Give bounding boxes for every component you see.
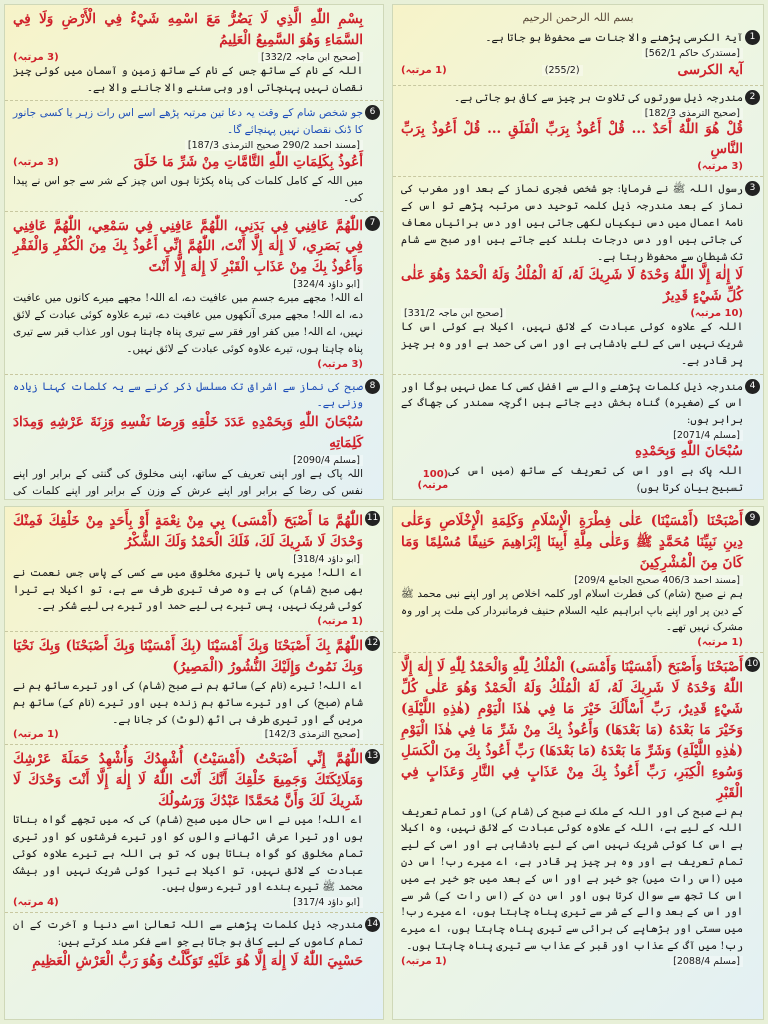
page-bottom-left (4, 506, 384, 1020)
reference: [صحیح ابن ماجہ 331/2] (401, 308, 506, 319)
dua-entry-5-continued (5, 5, 383, 101)
arabic-text: بِسْمِ اللّٰهِ الَّذِي لَا يَضُرُّ مَعَ اسْمِهِ شَيْءٌ فِي الْأَرْضِ وَلَا فِي السَّمَاءِ وَهُوَ السَّمِيعُ الْعَلِيمُ (13, 11, 363, 48)
entry-number: 1 (745, 30, 760, 45)
entry-number: 13 (365, 749, 380, 764)
dua-entry-12 (5, 632, 383, 745)
dua-entry-3 (393, 177, 763, 374)
urdu-text: مندرجہ ذیل کلمات پڑھنے والے سے افضل کسی کا عمل نہیں ہوگا اور اس کے (صغیرہ) گناہ بخش دیے جاتے ہیں اگرچہ سمندر کی جھاگ کے برابر ہوں: (401, 380, 743, 427)
repetition-count: (3 مرتبہ) (697, 161, 743, 173)
urdu-translation: اے اللہ! تیرے (نام کے) ساتھ ہم نے صبح (شام) کی اور تیرے ساتھ ہم نے شام (صبح) کی اور تیرے ساتھ ہم زندہ ہیں اور تیرے (نام کے) ساتھ ہم مریں گے اور تیری طرف ہی اٹھ (لوٹ) کر جانا ہے۔ (13, 680, 363, 726)
urdu-text: رسول اللہ ﷺ نے فرمایا: جو شخص فجری نماز کے بعد اور مغرب کی نماز کے بعد مندرجہ ذیل کلمہ توحید دس مرتبہ پڑھے تو اس کے نامۂ اعمال میں دس نیکیاں لکھی جاتی ہیں اور دس برائیاں معاف کی جاتی ہیں اور دس درجات بلند کیے جاتے ہیں اور صبح سے شام تک شیطان سے محفوظ رہتا ہے۔ (401, 183, 743, 263)
entry-number: 2 (745, 90, 760, 105)
reference: [مسلم 2088/4] (670, 956, 743, 967)
urdu-translation: اللہ کے علاوہ کوئی عبادت کے لائق نہیں، اکیلا ہے کوئی اس کا شریک نہیں اسی کے لئے بادشاہی ہے اور اسی کی حمد ہے اور وہ ہر چیز پر قادر ہے۔ (401, 321, 743, 367)
entry-number: 12 (365, 636, 380, 651)
reference: [صحیح الترمذی 142/3] (262, 729, 363, 740)
urdu-translation: اللہ پاک ہے اور اپنی تعریف کے ساتھ، اپنی مخلوق کی گنتی کے برابر اور اپنے نفس کی رضا کے برابر اور اپنے عرش کے وزن کے برابر اور اپنے کلمات کی (13, 467, 363, 497)
entry-number: 9 (745, 511, 760, 526)
entry-number: 11 (365, 511, 380, 526)
repetition-count: (3 مرتبہ) (317, 358, 363, 370)
dua-entry-13 (5, 745, 383, 913)
arabic-text: أَعُوذُ بِكَلِمَاتِ اللّٰهِ التَّامَّاتِ مِنْ شَرِّ مَا خَلَقَ (133, 154, 363, 171)
reference: [ابو داؤد 317/4] (290, 897, 363, 908)
reference: [ابو داؤد 318/4] (290, 554, 363, 565)
dua-entry-1 (393, 26, 763, 86)
entry-number: 6 (365, 105, 380, 120)
reference: [مسند احمد 406/3 صحیح الجامع 209/4] (571, 575, 743, 586)
urdu-text: جو شخص شام کے وقت یہ دعا تین مرتبہ پڑھے اسے اس رات زہر یا کسی جانور کا ڈنک نقصان نہیں پہنچائے گا۔ (13, 107, 363, 137)
urdu-translation: اللہ پاک ہے اور اس کی تعریف کے ساتھ (میں اس کی تسبیح بیان کرتا ہوں) (448, 464, 743, 494)
urdu-translation: اے اللہ! مجھے میرے جسم میں عافیت دے، اے اللہ! مجھے میرے کانوں میں عافیت دے، اے اللہ! مجھے میری آنکھوں میں عافیت دے، تیرے علاوہ کوئی عبادت کے لائق نہیں، اے اللہ! میں کفر اور فقر سے تیری پناہ چاہتا ہوں اور عذاب قبر سے تیری پناہ چاہتا ہوں، تیرے علاوہ کوئی عبادت کے لائق نہیں۔ (13, 292, 363, 355)
arabic-text: قُلْ هُوَ اللّٰهُ أَحَدٌ ... قُلْ أَعُوذُ بِرَبِّ الْفَلَقِ ... قُلْ أَعُوذُ بِرَبِّ النَّاسِ (401, 120, 743, 158)
repetition-count: (1 مرتبہ) (13, 729, 59, 741)
repetition-count: (1 مرتبہ) (401, 64, 447, 76)
reference: [ابو داؤد 324/4] (290, 279, 363, 290)
dua-entry-9 (393, 507, 763, 653)
repetition-count: (4 مرتبہ) (13, 897, 59, 909)
arabic-text: سُبْحَانَ اللّٰهِ وَبِحَمْدِهِ (634, 442, 743, 459)
urdu-translation: میں اللہ کے کامل کلمات کی پناہ پکڑتا ہوں اس چیز کے شر سے جو اس نے پیدا کی۔ (13, 174, 363, 204)
arabic-text: اللّٰهُمَّ عَافِنِي فِي بَدَنِي، اللّٰهُمَّ عَافِنِي فِي سَمْعِي، اللّٰهُمَّ عَافِنِي فِي بَصَرِي، لَا إِلٰهَ إِلَّا أَنْتَ، اللّٰهُمَّ إِنِّي أَعُوذُ بِكَ مِنَ الْكُفْرِ وَالْفَقْرِ وَأَعُوذُ بِكَ مِنْ عَذَابِ الْقَبْرِ لَا إِلٰهَ إِلَّا أَنْتَ (13, 217, 363, 276)
page-top-right (392, 4, 764, 500)
reference: [مستدرک حاکم 562/1] (642, 48, 743, 59)
urdu-text: صبح کی نماز سے اشراق تک مسلسل ذکر کرنے سے یہ کلمات کہنا زیادہ وزنی ہے۔ (13, 380, 363, 410)
repetition-count: (1 مرتبہ) (697, 637, 743, 649)
bismillah-header: بسم اللہ الرحمن الرحیم (522, 11, 634, 24)
arabic-text: أَصْبَحْنَا (أَمْسَيْنَا) عَلٰى فِطْرَةِ الْإِسْلَامِ وَكَلِمَةِ الْإِخْلَاصِ وَعَلٰى دِينِ نَبِيِّنَا مُحَمَّدٍ ﷺ وَعَلٰى مِلَّةِ أَبِينَا إِبْرَاهِيمَ حَنِيفًا مُسْلِمًا وَمَا كَانَ مِنَ الْمُشْرِكِينَ (401, 513, 743, 571)
reference: [صحیح ابن ماجہ 332/2] (258, 52, 363, 63)
repetition-count: (3 مرتبہ) (13, 156, 59, 168)
dua-entry-7 (5, 212, 383, 375)
reference: (255/2) (542, 65, 583, 76)
dua-entry-4 (393, 375, 763, 500)
urdu-translation: ہم نے صبح (شام) کی فطرت اسلام اور کلمہ اخلاص پر اور اپنے نبی محمد ﷺ کے دین پر اور اپنے باپ ابراہیم علیہ السلام حنیف فرمانبردار کی ملت پر اور وہ مشرک نہیں تھے۔ (401, 587, 743, 634)
entry-number: 4 (745, 379, 760, 394)
urdu-text: مندرجہ ذیل سورتوں کی تلاوت ہر چیز سے کافی ہو جاتی ہے۔ (454, 91, 743, 104)
dua-entry-11 (5, 507, 383, 632)
arabic-text: سُبْحَانَ اللّٰهِ وَبِحَمْدِهِ عَدَدَ خَلْقِهِ وَرِضَا نَفْسِهِ وَزِنَةَ عَرْشِهِ وَمِدَادَ كَلِمَاتِهِ (13, 414, 363, 452)
reference: [مسند احمد 290/2 صحیح الترمذی 187/3] (185, 140, 363, 151)
repetition-count: (1 مرتبہ) (401, 955, 447, 967)
arabic-text: حَسْبِيَ اللّٰهُ لَا إِلٰهَ إِلَّا هُوَ عَلَيْهِ تَوَكَّلْتُ وَهُوَ رَبُّ الْعَرْشِ الْعَظِيمِ (32, 952, 363, 969)
urdu-text: مندرجہ ذیل کلمات پڑھنے سے اللہ تعالیٰ اسے دنیا و آخرت کے ان تمام کاموں کے لیے کافی ہو جاتا ہے جو اسے فکر مند کرتے ہیں: (13, 919, 363, 949)
dua-entry-2 (393, 86, 763, 178)
urdu-translation: اے اللہ! میرے پاس یا تیری مخلوق میں سے کسی کے پاس جس نعمت نے بھی صبح (شام) کی ہے وہ صرف تیری طرف سے ہے، تو اکیلا ہے تیرا کوئی شریک نہیں، پس تیرے ہی لیے حمد اور تیرے ہی لیے شکر ہے۔ (13, 566, 363, 613)
dua-entry-8 (5, 375, 383, 501)
page-top-left (4, 4, 384, 500)
entry-number: 3 (745, 181, 760, 196)
arabic-text: أَصْبَحْنَا وَأَصْبَحَ (أَمْسَيْنَا وَأَمْسَى) الْمُلْكُ لِلّٰهِ وَالْحَمْدُ لِلّٰهِ لَا إِلٰهَ إِلَّا اللّٰهُ وَحْدَهُ لَا شَرِيكَ لَهُ، لَهُ الْمُلْكُ وَلَهُ الْحَمْدُ وَهُوَ عَلٰى كُلِّ شَيْءٍ قَدِيرٌ، رَبِّ أَسْأَلُكَ خَيْرَ مَا فِي هٰذَا الْيَوْمِ (هٰذِهِ اللَّيْلَةِ) وَخَيْرَ مَا بَعْدَهُ (مَا بَعْدَهَا) وَأَعُوذُ بِكَ مِنْ شَرِّ مَا فِي هٰذَا الْيَوْمِ (هٰذِهِ اللَّيْلَةِ) وَشَرِّ مَا بَعْدَهُ (مَا بَعْدَهَا) رَبِّ أَعُوذُ بِكَ مِنَ الْكَسَلِ وَسُوءِ الْكِبَرِ، رَبِّ أَعُوذُ بِكَ مِنْ عَذَابٍ فِي النَّارِ وَعَذَابٍ فِي الْقَبْرِ (401, 659, 743, 801)
dua-entry-14 (5, 913, 383, 976)
entry-number: 10 (745, 657, 760, 672)
arabic-text: اللّٰهُمَّ مَا أَصْبَحَ (أَمْسَى) بِي مِنْ نِعْمَةٍ أَوْ بِأَحَدٍ مِنْ خَلْقِكَ فَمِنْكَ وَحْدَكَ لَا شَرِيكَ لَكَ، فَلَكَ الْحَمْدُ وَلَكَ الشُّكْرُ (13, 513, 363, 550)
urdu-translation: ہم نے صبح کی اور اللہ کے ملک نے صبح کی (شام کی) اور تمام تعریف اللہ کے لیے ہے، اللہ کے علاوہ کوئی عبادت کے لائق نہیں، وہ اکیلا ہے اس کا کوئی شریک نہیں اسی کے لیے بادشاہی ہے اور اسی کے لیے تمام تعریف ہے اور وہ ہر چیز پر قادر ہے، اے میرے رب! اس دن میں (اس رات میں) جو خیر ہے اور اس کے بعد میں جو خیر ہے میں اس کا تجھ سے سوال کرتا ہوں اور اس دن کے (اس رات کے) شر سے اور اس کے بعد والے کے شر سے تیری پناہ چاہتا ہوں، اے میرے رب! میں سستی اور بڑھاپے کی برائی سے تیری پناہ چاہتا ہوں، اے میرے رب! میں آگ کے عذاب اور قبر کے عذاب سے تیری پناہ چاہتا ہوں۔ (401, 805, 743, 952)
repetition-count: (1 مرتبہ) (317, 616, 363, 628)
arabic-text: لَا إِلٰهَ إِلَّا اللّٰهُ وَحْدَهُ لَا شَرِيكَ لَهُ، لَهُ الْمُلْكُ وَلَهُ الْحَمْدُ وَهُوَ عَلٰى كُلِّ شَيْءٍ قَدِيرٌ (401, 267, 743, 305)
reference: [مسلم 2090/4] (290, 455, 363, 466)
arabic-text: آیۃ الکرسی (677, 61, 743, 78)
urdu-text: آیۃ الکرسی پڑھنے والا جنات سے محفوظ ہو جاتا ہے۔ (485, 32, 743, 44)
entry-number: 14 (365, 917, 380, 932)
reference: [مسلم 2071/4] (670, 430, 743, 441)
repetition-count: (100 مرتبہ) (417, 468, 449, 491)
entry-number: 8 (365, 379, 380, 394)
arabic-text: اللّٰهُمَّ بِكَ أَصْبَحْنَا وَبِكَ أَمْسَيْنَا (بِكَ أَمْسَيْنَا وَبِكَ أَصْبَحْنَا) وَبِكَ نَحْيَا وَبِكَ نَمُوتُ وَإِلَيْكَ النُّشُورُ (الْمَصِيرُ) (13, 638, 363, 676)
dua-entry-6 (5, 101, 383, 211)
arabic-text: اللّٰهُمَّ إِنِّي أَصْبَحْتُ (أَمْسَيْتُ) أُشْهِدُكَ وَأُشْهِدُ حَمَلَةَ عَرْشِكَ وَمَلَائِكَتَكَ وَجَمِيعَ خَلْقِكَ أَنَّكَ أَنْتَ اللّٰهُ لَا إِلٰهَ إِلَّا أَنْتَ وَحْدَكَ لَا شَرِيكَ لَكَ وَأَنَّ مُحَمَّدًا عَبْدُكَ وَرَسُولُكَ (13, 751, 363, 810)
reference: [صحیح الترمذی 182/3] (642, 108, 743, 119)
urdu-translation: اے اللہ! میں نے اس حال میں صبح (شام) کی کہ میں تجھے گواہ بناتا ہوں اور تیرا عرش اٹھانے والوں کو اور تیرے فرشتوں کو اور تیری تمام مخلوق کو گواہ بناتا ہوں کہ تو ہی اللہ ہے تیرے علاوہ کوئی عبادت کے لائق نہیں، تو اکیلا ہے تیرا کوئی شریک نہیں اور بیشک محمد ﷺ تیرے بندے اور تیرے رسول ہیں۔ (13, 814, 363, 894)
dua-entry-10 (393, 653, 763, 971)
entry-number: 7 (365, 216, 380, 231)
repetition-count: (3 مرتبہ) (13, 51, 59, 63)
repetition-count: (10 مرتبہ) (690, 308, 743, 320)
urdu-translation: اللہ کے نام کے ساتھ جس کے نام کے ساتھ زمین و آسمان میں کوئی چیز نقصان نہیں پہنچاتی اور وہی سننے والا جاننے والا ہے۔ (13, 64, 363, 94)
page-bottom-right (392, 506, 764, 1020)
